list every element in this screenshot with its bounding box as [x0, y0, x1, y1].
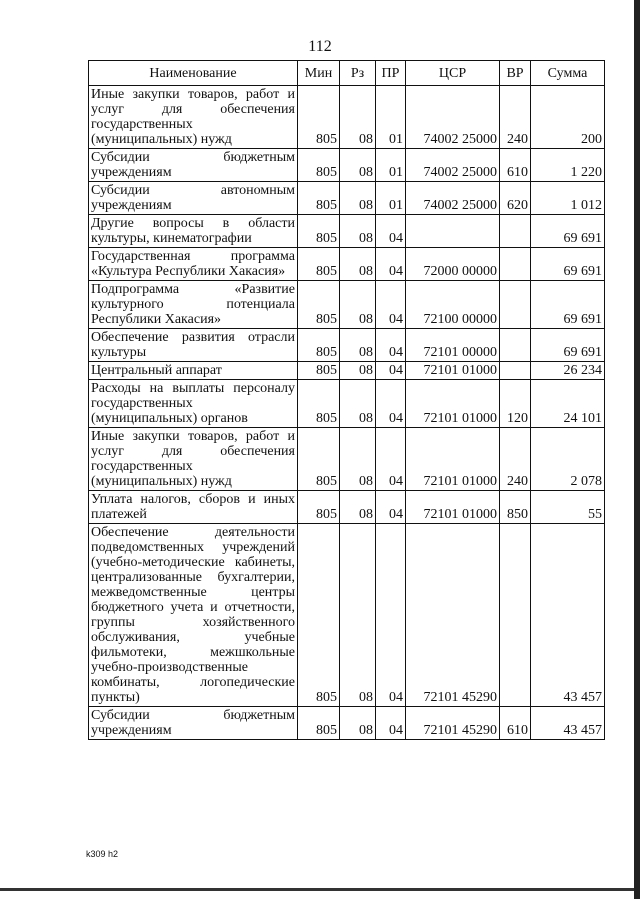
row-pr: 04	[376, 329, 406, 362]
row-rz: 08	[340, 149, 376, 182]
row-min: 805	[298, 215, 340, 248]
table-row	[89, 428, 605, 491]
row-csr: 72101 01000	[406, 428, 500, 491]
row-sum: 43 457	[531, 707, 605, 740]
row-pr: 04	[376, 524, 406, 707]
row-name: Иные закупки товаров, работ и услуг для обеспечения государственных (муниципальных) нужд	[89, 86, 298, 149]
row-vr: 240	[500, 428, 531, 491]
row-vr: 850	[500, 491, 531, 524]
row-vr: 620	[500, 182, 531, 215]
row-min: 805	[298, 182, 340, 215]
header-vr: ВР	[500, 61, 531, 86]
row-min: 805	[298, 524, 340, 707]
row-name: Уплата налогов, сборов и иных платежей	[89, 491, 298, 524]
scan-bottom-rule	[0, 888, 640, 891]
row-sum: 69 691	[531, 281, 605, 329]
row-sum: 69 691	[531, 215, 605, 248]
row-csr	[406, 215, 500, 248]
row-sum: 69 691	[531, 329, 605, 362]
row-vr	[500, 248, 531, 281]
table-row	[89, 86, 605, 149]
row-pr: 04	[376, 215, 406, 248]
table-row	[89, 362, 605, 380]
row-rz: 08	[340, 182, 376, 215]
row-name: Обеспечение развития отрасли культуры	[89, 329, 298, 362]
row-sum: 1 012	[531, 182, 605, 215]
row-min: 805	[298, 491, 340, 524]
table-row	[89, 149, 605, 182]
row-pr: 04	[376, 428, 406, 491]
row-name: Другие вопросы в области культуры, кинематографии	[89, 215, 298, 248]
row-vr	[500, 281, 531, 329]
row-csr: 72101 01000	[406, 380, 500, 428]
scan-right-edge	[634, 0, 640, 899]
row-vr: 610	[500, 149, 531, 182]
row-csr: 74002 25000	[406, 86, 500, 149]
row-sum: 200	[531, 86, 605, 149]
row-vr	[500, 215, 531, 248]
row-pr: 04	[376, 491, 406, 524]
row-min: 805	[298, 86, 340, 149]
row-sum: 1 220	[531, 149, 605, 182]
row-min: 805	[298, 428, 340, 491]
row-min: 805	[298, 281, 340, 329]
row-name: Государственная программа «Культура Республики Хакасия»	[89, 248, 298, 281]
row-sum: 69 691	[531, 248, 605, 281]
row-name: Центральный аппарат	[89, 362, 298, 380]
row-pr: 04	[376, 362, 406, 380]
row-pr: 04	[376, 380, 406, 428]
table-row	[89, 182, 605, 215]
row-min: 805	[298, 149, 340, 182]
row-csr: 74002 25000	[406, 182, 500, 215]
row-min: 805	[298, 380, 340, 428]
row-name: Иные закупки товаров, работ и услуг для обеспечения государственных (муниципальных) нужд	[89, 428, 298, 491]
header-csr: ЦСР	[406, 61, 500, 86]
row-rz: 08	[340, 362, 376, 380]
row-pr: 04	[376, 707, 406, 740]
table-row	[89, 524, 605, 707]
row-name: Субсидии бюджетным учреждениям	[89, 149, 298, 182]
footer-code: k309 h2	[86, 849, 119, 859]
table-row	[89, 491, 605, 524]
row-csr: 72000 00000	[406, 248, 500, 281]
row-rz: 08	[340, 428, 376, 491]
row-csr: 74002 25000	[406, 149, 500, 182]
table-row	[89, 329, 605, 362]
header-name: Наименование	[89, 61, 298, 86]
row-rz: 08	[340, 524, 376, 707]
row-csr: 72101 00000	[406, 329, 500, 362]
header-sum: Сумма	[531, 61, 605, 86]
row-vr	[500, 362, 531, 380]
row-csr: 72101 01000	[406, 491, 500, 524]
row-name: Расходы на выплаты персоналу государственных (муниципальных) органов	[89, 380, 298, 428]
table-row	[89, 248, 605, 281]
row-sum: 2 078	[531, 428, 605, 491]
page-number: 112	[308, 38, 332, 55]
row-rz: 08	[340, 281, 376, 329]
row-pr: 01	[376, 182, 406, 215]
row-pr: 04	[376, 281, 406, 329]
row-rz: 08	[340, 380, 376, 428]
row-pr: 04	[376, 248, 406, 281]
row-vr	[500, 329, 531, 362]
row-pr: 01	[376, 149, 406, 182]
row-rz: 08	[340, 491, 376, 524]
row-csr: 72100 00000	[406, 281, 500, 329]
row-csr: 72101 45290	[406, 707, 500, 740]
table-row	[89, 380, 605, 428]
row-vr: 240	[500, 86, 531, 149]
budget-table	[88, 60, 605, 740]
row-vr	[500, 524, 531, 707]
row-name: Субсидии автономным учреждениям	[89, 182, 298, 215]
header-min: Мин	[298, 61, 340, 86]
table-header-row	[89, 61, 605, 86]
header-rz: Рз	[340, 61, 376, 86]
row-rz: 08	[340, 215, 376, 248]
row-rz: 08	[340, 329, 376, 362]
table-row	[89, 215, 605, 248]
row-rz: 08	[340, 707, 376, 740]
row-vr: 120	[500, 380, 531, 428]
table-row	[89, 281, 605, 329]
row-min: 805	[298, 707, 340, 740]
row-sum: 24 101	[531, 380, 605, 428]
row-vr: 610	[500, 707, 531, 740]
row-name: Субсидии бюджетным учреждениям	[89, 707, 298, 740]
header-pr: ПР	[376, 61, 406, 86]
row-sum: 43 457	[531, 524, 605, 707]
row-name: Обеспечение деятельности подведомственных учреждений (учебно-методические кабинеты, централизованные бухгалтерии, межведомственные центры бюджетного учета и отчетности, группы хозяйственного обслуживания, учебные фильмотеки, межшкольные учебно-производственные комбинаты, логопедические пункты)	[89, 524, 298, 707]
row-rz: 08	[340, 248, 376, 281]
table-row	[89, 707, 605, 740]
row-sum: 55	[531, 491, 605, 524]
row-csr: 72101 45290	[406, 524, 500, 707]
row-sum: 26 234	[531, 362, 605, 380]
row-rz: 08	[340, 86, 376, 149]
row-min: 805	[298, 362, 340, 380]
row-name: Подпрограмма «Развитие культурного потенциала Республики Хакасия»	[89, 281, 298, 329]
row-pr: 01	[376, 86, 406, 149]
row-csr: 72101 01000	[406, 362, 500, 380]
row-min: 805	[298, 329, 340, 362]
row-min: 805	[298, 248, 340, 281]
